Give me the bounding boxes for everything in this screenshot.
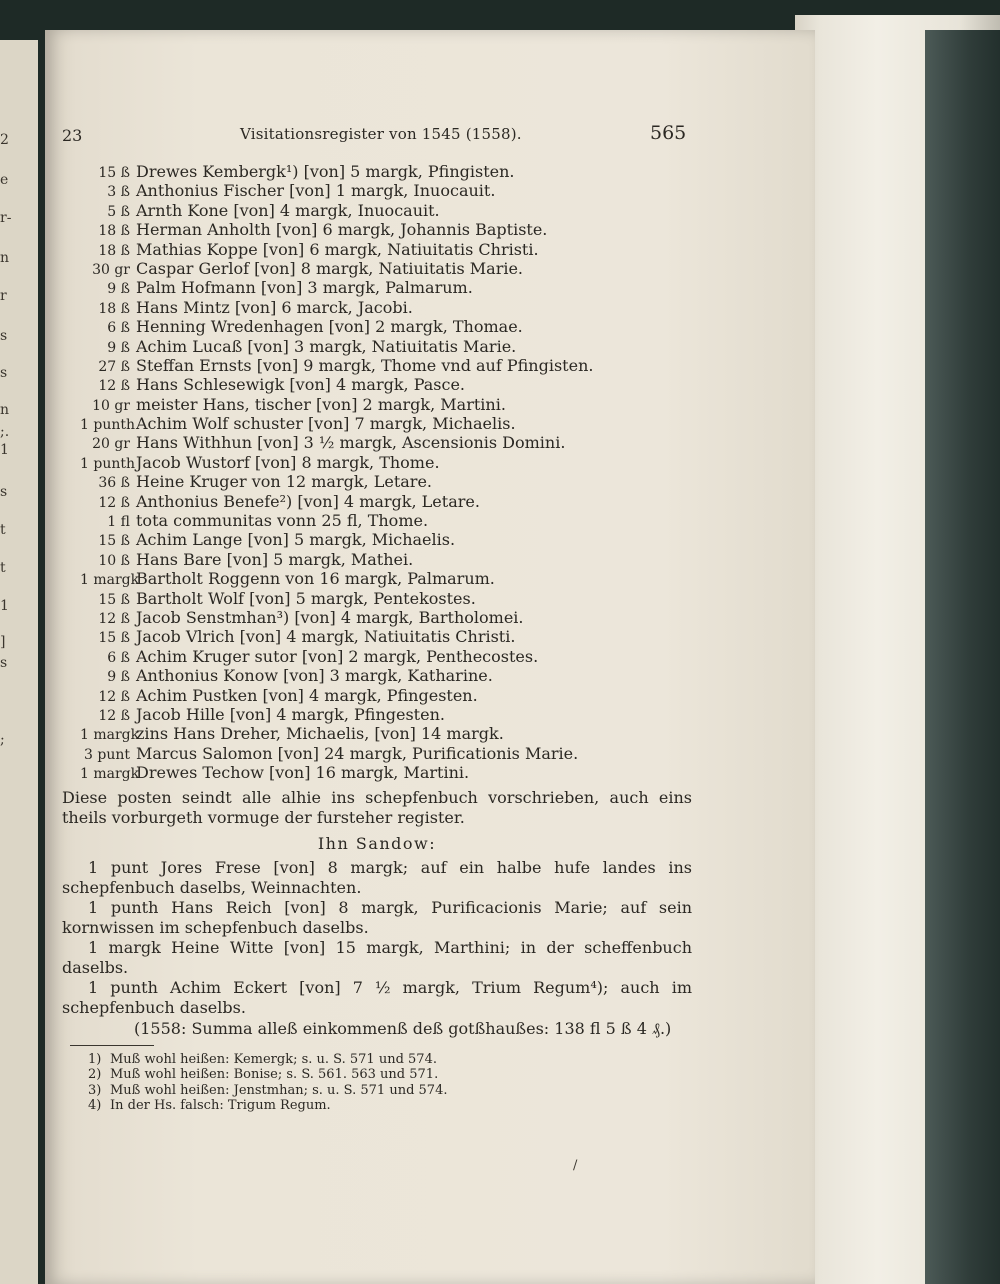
entry-amount: 12 ß bbox=[98, 378, 130, 395]
entry-amount: 6 ß bbox=[107, 320, 130, 337]
entry-amount: 12 ß bbox=[98, 688, 130, 705]
register-entry bbox=[80, 433, 593, 452]
footnote-number: 4) bbox=[88, 1098, 102, 1114]
prev-margin-char: 2 bbox=[0, 132, 9, 148]
register-entry bbox=[80, 414, 593, 433]
footnote bbox=[88, 1052, 447, 1067]
entry-text: Bartholt Roggenn von 16 margk, Palmarum. bbox=[136, 569, 495, 589]
entry-amount: 3 punt bbox=[84, 746, 130, 763]
entry-amount: 15 ß bbox=[98, 165, 130, 181]
register-entry bbox=[80, 550, 593, 569]
register-entry bbox=[80, 705, 593, 724]
register-entry bbox=[80, 395, 593, 414]
prev-margin-char: s bbox=[0, 484, 8, 500]
running-header bbox=[60, 122, 690, 152]
prev-margin-char: 1 bbox=[0, 442, 9, 458]
entry-amount: 1 fl bbox=[107, 514, 130, 531]
entry-amount: 18 ß bbox=[98, 300, 130, 317]
entry-amount: 36 ß bbox=[98, 475, 130, 492]
entry-text: tota communitas vonn 25 fl, Thome. bbox=[136, 511, 429, 531]
entry-text: Jacob Vlrich [von] 4 margk, Natiuitatis Christi. bbox=[136, 627, 516, 647]
register-entry bbox=[80, 686, 593, 705]
prev-margin-char: ;. bbox=[0, 424, 10, 440]
prev-margin-char: n bbox=[0, 402, 10, 418]
register-entry bbox=[80, 317, 593, 336]
prev-margin-char: e bbox=[0, 172, 9, 188]
entry-amount: 1 punth bbox=[80, 455, 135, 472]
register-entry bbox=[80, 375, 593, 394]
entry-text: Achim Wolf schuster [von] 7 margk, Michaelis. bbox=[136, 414, 516, 434]
prev-margin-char: t bbox=[0, 522, 6, 538]
entry-amount: 12 ß bbox=[98, 610, 130, 627]
entry-amount: 18 ß bbox=[98, 223, 130, 240]
entry-text: Marcus Salomon [von] 24 margk, Purificationis Marie. bbox=[136, 743, 579, 763]
running-title: Visitationsregister von 1545 (1558). bbox=[240, 125, 522, 143]
register-entry bbox=[80, 492, 593, 511]
register-entry bbox=[80, 240, 593, 259]
prev-margin-char: t bbox=[0, 560, 6, 576]
footnote bbox=[88, 1098, 447, 1113]
entry-text: zins Hans Dreher, Michaelis, [von] 14 margk. bbox=[136, 724, 504, 744]
entry-text: Hans Bare [von] 5 margk, Mathei. bbox=[136, 549, 414, 569]
entry-amount: 12 ß bbox=[98, 494, 130, 511]
original-page-number: 23 bbox=[62, 126, 83, 145]
closing-paragraph: Diese posten seindt alle alhie ins schepfenbuch vorschrieben, auch eins theils vorburgeth vormuge der fursteher register. bbox=[62, 788, 692, 827]
sandow-entry: 1 punth Achim Eckert [von] 7 ½ margk, Trium Regum⁴); auch im schepfenbuch daselbs. bbox=[62, 978, 692, 1017]
register-entry bbox=[80, 511, 593, 530]
entry-text: Achim Lange [von] 5 margk, Michaelis. bbox=[136, 530, 456, 550]
entry-amount: 10 gr bbox=[92, 397, 130, 414]
entry-text: Jacob Wustorf [von] 8 margk, Thome. bbox=[136, 452, 440, 472]
register-entry bbox=[80, 589, 593, 608]
register-entry bbox=[80, 181, 593, 200]
entry-text: Steffan Ernsts [von] 9 margk, Thome vnd auf Pfingisten. bbox=[136, 355, 594, 375]
section-heading: Ihn Sandow: bbox=[317, 834, 437, 853]
entry-amount: 27 ß bbox=[98, 358, 130, 375]
entry-amount: 3 ß bbox=[107, 184, 130, 201]
register-entry bbox=[80, 647, 593, 666]
register-entry bbox=[80, 337, 593, 356]
entry-amount: 15 ß bbox=[98, 591, 130, 608]
footnote-number: 2) bbox=[88, 1067, 102, 1083]
register-entry bbox=[80, 608, 593, 627]
page-number: 565 bbox=[650, 122, 687, 144]
register-entry bbox=[80, 220, 593, 239]
footnote-number: 1) bbox=[88, 1052, 102, 1067]
footnote bbox=[88, 1083, 447, 1098]
register-entry bbox=[80, 569, 593, 588]
sandow-entry: 1 margk Heine Witte [von] 15 margk, Marthini; in der scheffenbuch daselbs. bbox=[62, 938, 692, 977]
footnote-text: Muß wohl heißen: Kemergk; s. u. S. 571 und 574. bbox=[110, 1052, 437, 1067]
entry-text: Jacob Hille [von] 4 margk, Pfingesten. bbox=[136, 704, 445, 724]
entry-text: Palm Hofmann [von] 3 margk, Palmarum. bbox=[136, 278, 473, 298]
summa-line: (1558: Summa alleß einkommenß deß gotßhaußes: 138 fl 5 ß 4 ₰.) bbox=[134, 1019, 672, 1038]
register-entry bbox=[80, 627, 593, 646]
entry-amount: 1 margk bbox=[80, 572, 140, 589]
entry-text: Anthonius Fischer [von] 1 margk, Inuocauit. bbox=[136, 181, 496, 201]
entry-text: Hans Mintz [von] 6 marck, Jacobi. bbox=[136, 297, 413, 317]
register-entry bbox=[80, 162, 593, 181]
entry-text: Hans Schlesewigk [von] 4 margk, Pasce. bbox=[136, 375, 466, 395]
entry-amount: 30 gr bbox=[92, 261, 130, 278]
footnote-text: Muß wohl heißen: Jenstmhan; s. u. S. 571 und 574. bbox=[110, 1082, 448, 1098]
footnote bbox=[88, 1067, 447, 1082]
footnotes bbox=[88, 1052, 447, 1114]
entry-amount: 15 ß bbox=[98, 533, 130, 550]
prev-margin-char: s bbox=[0, 365, 8, 381]
entry-text: meister Hans, tischer [von] 2 margk, Martini. bbox=[136, 394, 506, 414]
register-entry bbox=[80, 530, 593, 549]
footnote-number: 3) bbox=[88, 1082, 102, 1098]
book-cover-edge bbox=[925, 30, 1000, 1284]
entry-text: Arnth Kone [von] 4 margk, Inuocauit. bbox=[136, 200, 440, 220]
entry-text: Anthonius Benefe²) [von] 4 margk, Letare. bbox=[136, 491, 480, 511]
entry-amount: 10 ß bbox=[98, 552, 130, 569]
entry-amount: 1 margk bbox=[80, 766, 140, 783]
prev-margin-char: s bbox=[0, 328, 8, 344]
entry-text: Heine Kruger von 12 margk, Letare. bbox=[136, 472, 432, 492]
entry-text: Henning Wredenhagen [von] 2 margk, Thomae. bbox=[136, 317, 523, 337]
prev-margin-char: ] bbox=[0, 634, 6, 650]
register-entries bbox=[80, 162, 593, 783]
entry-text: Hans Withhun [von] 3 ½ margk, Ascensionis Domini. bbox=[136, 433, 566, 453]
entry-text: Bartholt Wolf [von] 5 margk, Pentekostes. bbox=[136, 588, 476, 608]
entry-text: Anthonius Konow [von] 3 margk, Katharine. bbox=[136, 666, 493, 686]
register-entry bbox=[80, 298, 593, 317]
prev-margin-char: r bbox=[0, 288, 7, 304]
entry-amount: 9 ß bbox=[107, 281, 130, 298]
footnote-text: Muß wohl heißen: Bonise; s. S. 561. 563 und 571. bbox=[110, 1067, 439, 1083]
footnote-text: In der Hs. falsch: Trigum Regum. bbox=[110, 1098, 331, 1114]
entry-text: Jacob Senstmhan³) [von] 4 margk, Bartholomei. bbox=[136, 607, 524, 627]
entry-text: Achim Kruger sutor [von] 2 margk, Penthecostes. bbox=[136, 646, 539, 666]
entry-amount: 9 ß bbox=[107, 339, 130, 356]
register-entry bbox=[80, 259, 593, 278]
entry-amount: 6 ß bbox=[107, 649, 130, 666]
entry-text: Herman Anholth [von] 6 margk, Johannis Baptiste. bbox=[136, 220, 548, 240]
prev-margin-char: s bbox=[0, 655, 8, 671]
register-entry bbox=[80, 201, 593, 220]
previous-page-edge bbox=[0, 40, 38, 1284]
footnote-rule bbox=[70, 1045, 154, 1046]
register-entry bbox=[80, 744, 593, 763]
register-entry bbox=[80, 278, 593, 297]
prev-margin-char: ; bbox=[0, 732, 5, 748]
entry-amount: 20 gr bbox=[92, 436, 130, 453]
register-entry bbox=[80, 453, 593, 472]
entry-amount: 9 ß bbox=[107, 669, 130, 686]
entry-text: Drewes Kembergk¹) [von] 5 margk, Pfingisten. bbox=[136, 162, 515, 181]
sandow-entry: 1 punt Jores Frese [von] 8 margk; auf ein halbe hufe landes ins schepfenbuch daselbs, Weinnachten. bbox=[62, 858, 692, 897]
entry-amount: 5 ß bbox=[107, 203, 130, 220]
ink-speck: / bbox=[573, 1158, 578, 1173]
entry-text: Mathias Koppe [von] 6 margk, Natiuitatis Christi. bbox=[136, 239, 539, 259]
register-entry bbox=[80, 763, 593, 782]
sandow-entry: 1 punth Hans Reich [von] 8 margk, Purificacionis Marie; auf sein kornwissen im schepfenbuch daselbs. bbox=[62, 898, 692, 937]
prev-margin-char: r- bbox=[0, 210, 12, 226]
prev-margin-char: 1 bbox=[0, 598, 9, 614]
prev-margin-char: n bbox=[0, 250, 10, 266]
entry-amount: 1 punth bbox=[80, 417, 135, 434]
register-entry bbox=[80, 724, 593, 743]
entry-text: Caspar Gerlof [von] 8 margk, Natiuitatis Marie. bbox=[136, 258, 524, 278]
entry-amount: 1 margk bbox=[80, 727, 140, 744]
entry-amount: 15 ß bbox=[98, 630, 130, 647]
entry-amount: 12 ß bbox=[98, 707, 130, 724]
entry-text: Achim Lucaß [von] 3 margk, Natiuitatis Marie. bbox=[136, 336, 517, 356]
entry-amount: 18 ß bbox=[98, 242, 130, 259]
register-entry bbox=[80, 356, 593, 375]
entry-text: Achim Pustken [von] 4 margk, Pfingesten. bbox=[136, 685, 478, 705]
entry-text: Drewes Techow [von] 16 margk, Martini. bbox=[136, 763, 470, 783]
register-entry bbox=[80, 472, 593, 491]
register-entry bbox=[80, 666, 593, 685]
